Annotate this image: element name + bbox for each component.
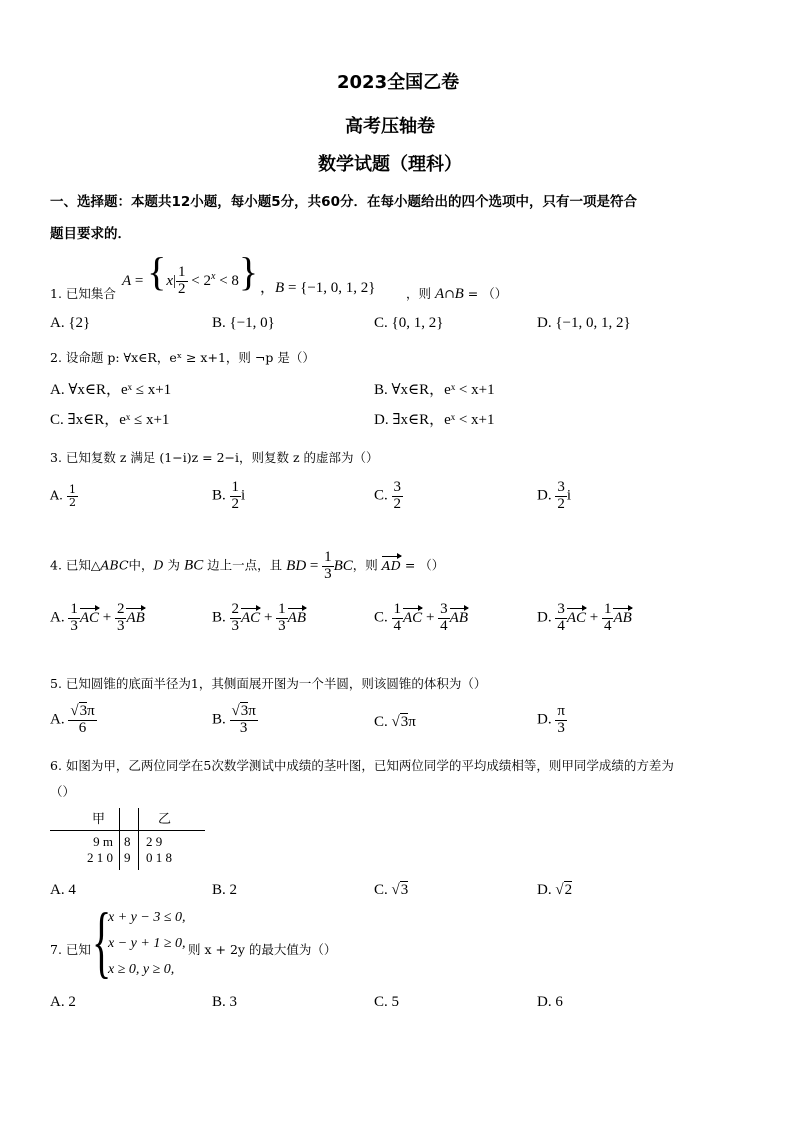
question-5-stem: 5. 已知圆锥的底面半径为1，其侧面展开图为一个半圆，则该圆锥的体积为（） — [50, 676, 487, 691]
paper-title-subject: 数学试题（理科） — [318, 154, 462, 175]
question-7 — [50, 898, 450, 986]
q3-option-c[interactable]: C. $\frac{3}{2}$ — [374, 479, 402, 512]
q7-ask: 则 x + 2y 的最大值为（） — [188, 942, 337, 957]
stem-leaf-row2-right: 0 1 8 — [146, 850, 172, 865]
section-instructions-line2: 题目要求的． — [50, 226, 131, 242]
q7-constraint-1: x + y − 3 ≤ 0, — [108, 910, 186, 925]
question-3-stem: 3. 已知复数 z 满足 (1−i)z = 2−i，则复数 z 的虚部为（） — [50, 450, 379, 465]
q7-constraint-3: x ≥ 0, y ≥ 0, — [108, 962, 175, 977]
section-instructions-line1: 一、选择题：本题共12小题，每小题5分，共60分．在每小题给出的四个选项中，只有一项是符合 — [50, 194, 637, 210]
stem-leaf-plot — [50, 808, 205, 870]
q1-option-d[interactable]: D. {−1, 0, 1, 2} — [537, 315, 631, 331]
stem-leaf-row1-left: 9 m — [93, 834, 113, 849]
stem-leaf-row1-stem: 8 — [124, 834, 131, 849]
q5-option-c[interactable]: C. √3π — [374, 714, 416, 730]
stem-leaf-left-header: 甲 — [92, 811, 106, 826]
stem-leaf-row1-right: 2 9 — [146, 834, 163, 849]
q6-option-b[interactable]: B. 2 — [212, 882, 238, 898]
q1-option-a[interactable]: A. {2} — [50, 315, 91, 331]
q4-option-b[interactable]: B. $\frac{2}{3}$ AC + $\frac{1}{3}$ AB — [212, 601, 306, 634]
q7-option-c[interactable]: C. 5 — [374, 994, 400, 1010]
stem-leaf-header-rule — [50, 830, 205, 831]
question-4: 4. 已知△ABC中，D 为 BC 边上一点，且 BD = $\frac{1}{3}$ BC，则 AD = （） — [50, 549, 445, 582]
paper-title-main: 高考压轴卷 — [345, 116, 435, 137]
stem-leaf-divider-left — [119, 808, 120, 870]
stem-leaf-right-header: 乙 — [158, 811, 172, 826]
q3-option-a[interactable]: A. $\frac{1}{2}$ — [50, 483, 76, 509]
q7-option-d[interactable]: D. 6 — [537, 994, 563, 1010]
q1-option-c[interactable]: C. {0, 1, 2} — [374, 315, 444, 331]
q7-option-b[interactable]: B. 3 — [212, 994, 238, 1010]
q1-set-a: A = {x| $\frac{1}{2}$ < $2^x < 8$} — [122, 249, 259, 298]
q5-option-d[interactable]: D. $\frac{\pi}{3}$ — [537, 703, 565, 736]
q1-ask: ，则 A∩B = （） — [406, 286, 508, 302]
stem-leaf-row2-left: 2 1 0 — [87, 850, 113, 865]
q1-prefix: 1. 已知集合 — [50, 286, 116, 301]
q6-option-c[interactable]: C. √3 — [374, 882, 409, 898]
q2-option-b[interactable]: B. ∀x∈R，eˣ < x+1 — [374, 382, 495, 398]
q3-option-b[interactable]: B. $\frac{1}{2}$ i — [212, 479, 246, 512]
q7-prefix: 7. 已知 — [50, 942, 91, 957]
question-6-stem: 6. 如图为甲，乙两位同学在5次数学测试中成绩的茎叶图，已知两位同学的平均成绩相等，则甲同学成绩的方差为 — [50, 758, 674, 773]
q1-option-b[interactable]: B. {−1, 0} — [212, 315, 275, 331]
q2-option-c[interactable]: C. ∃x∈R，eˣ ≤ x+1 — [50, 412, 170, 428]
q4-option-c[interactable]: C. $\frac{1}{4}$ AC + $\frac{3}{4}$ AB — [374, 601, 468, 634]
q4-option-d[interactable]: D. $\frac{3}{4}$ AC + $\frac{1}{4}$ AB — [537, 601, 632, 634]
q1-set-b: ，B = {−1, 0, 1, 2} — [260, 280, 376, 296]
q2-option-a[interactable]: A. ∀x∈R，eˣ ≤ x+1 — [50, 382, 172, 398]
q5-option-b[interactable]: B. $\frac{√3\pi}{3}$ — [212, 703, 256, 736]
question-2-stem: 2. 设命题 p: ∀x∈R，eˣ ≥ x+1，则 ¬p 是（） — [50, 350, 315, 365]
q7-brace: { — [92, 898, 112, 986]
q2-option-d[interactable]: D. ∃x∈R，eˣ < x+1 — [374, 412, 495, 428]
q4-option-a[interactable]: A. $\frac{1}{3}$ AC + $\frac{2}{3}$ AB — [50, 601, 145, 634]
q3-option-d[interactable]: D. $\frac{3}{2}$ i — [537, 479, 572, 512]
paper-title-year: 2023全国乙卷 — [337, 72, 460, 93]
q7-option-a[interactable]: A. 2 — [50, 994, 76, 1010]
question-6-stem-cont: （） — [50, 784, 76, 799]
q5-option-a[interactable]: A. $\frac{√3\pi}{6}$ — [50, 703, 95, 736]
q7-constraint-2: x − y + 1 ≥ 0, — [108, 936, 186, 951]
stem-leaf-row2-stem: 9 — [124, 850, 131, 865]
q6-option-d[interactable]: D. √2 — [537, 882, 573, 898]
stem-leaf-divider-right — [138, 808, 139, 870]
q6-option-a[interactable]: A. 4 — [50, 882, 76, 898]
